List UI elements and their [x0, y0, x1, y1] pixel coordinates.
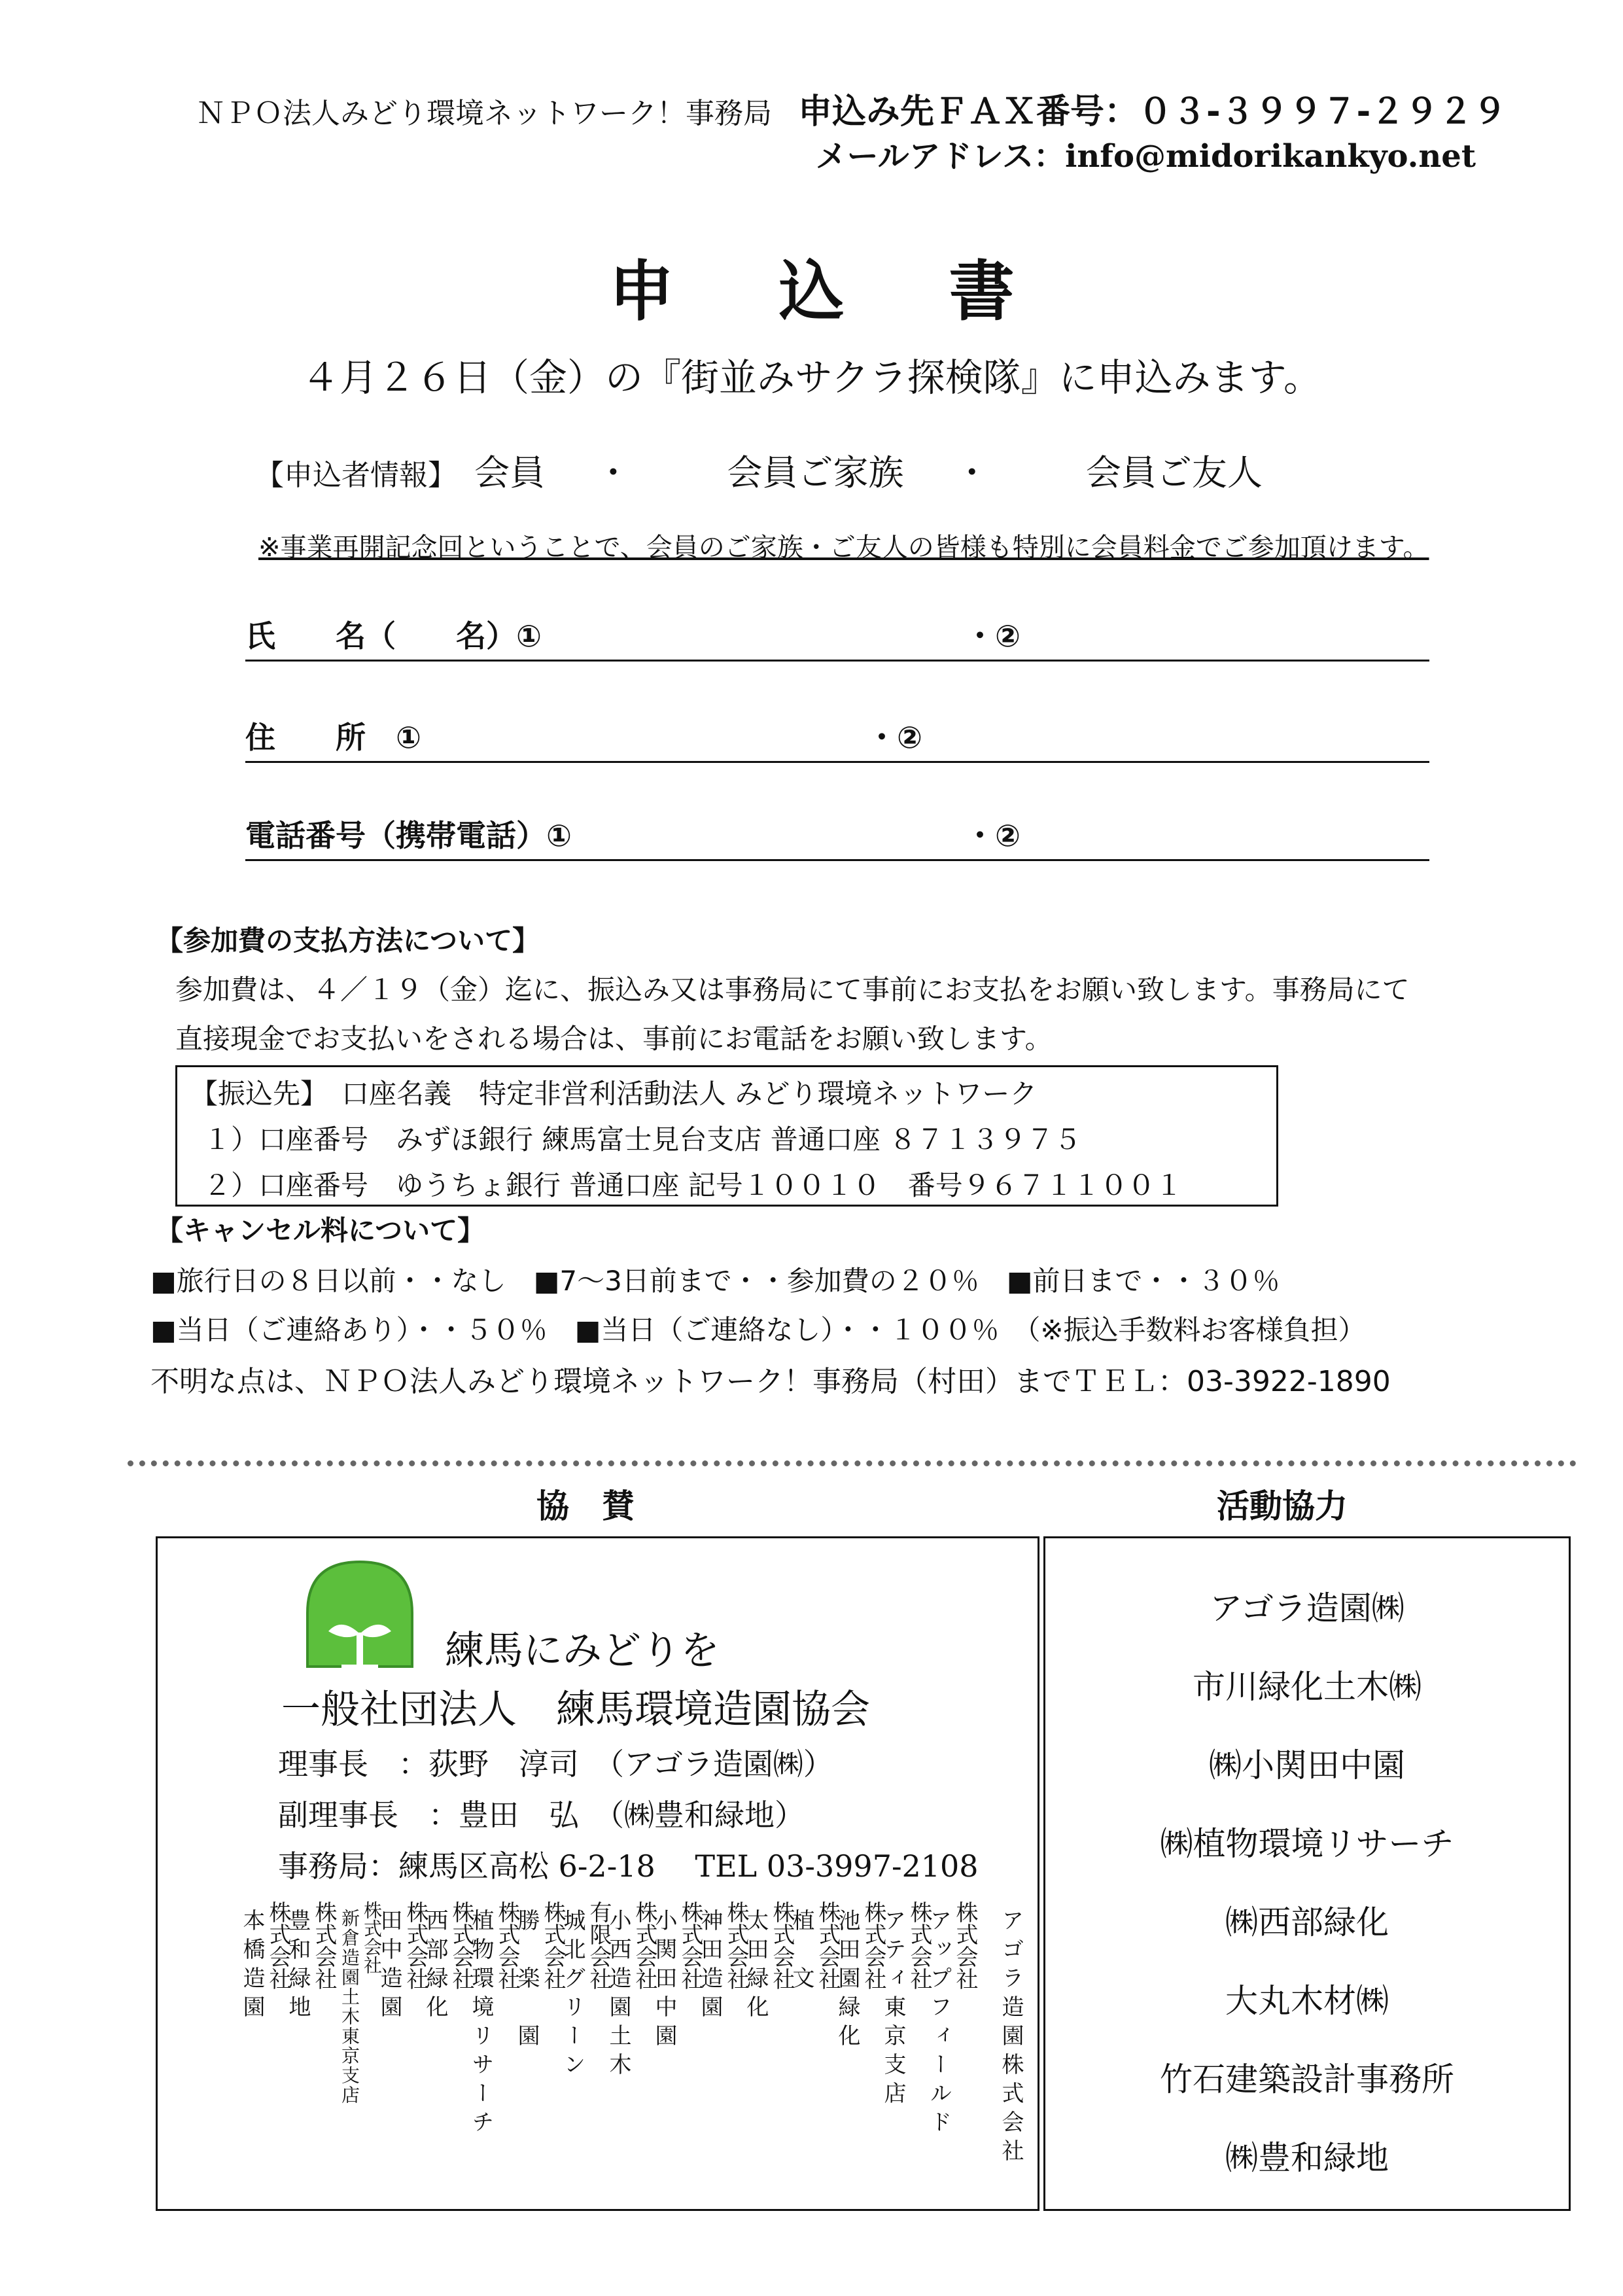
member-company: 株式会社 太田緑化	[742, 1901, 795, 2024]
member-company: 株式会社 田中造園	[376, 1901, 428, 2024]
name-field-label: 氏 名（ 名）①	[245, 618, 542, 654]
payment-heading: 【参加費の支払方法について】	[156, 925, 540, 957]
applicant-info-label: 【申込者情報】	[255, 459, 457, 492]
applicant-type-row	[255, 445, 1302, 495]
member-company: 株式会社 新倉造園土木東京支店	[339, 1901, 383, 2105]
event-subtitle: ４月２６日（金）の『街並みサクラ探検隊』に申込みます。	[301, 355, 1322, 400]
cooperation-item: 市川緑化土木㈱	[1193, 1668, 1422, 1706]
phone-field-label: 電話番号（携帯電話）①	[245, 818, 572, 853]
address-field-second: ・②	[867, 720, 922, 755]
cooperation-item: ㈱豊和緑地	[1225, 2139, 1389, 2177]
bank-account-yucho: ２）口座番号 ゆうちょ銀行 普通口座 記号１００１０ 番号９６７１１００１	[203, 1169, 1183, 1201]
address-field[interactable]	[245, 716, 1429, 763]
member-company: 株式会社 アティ東京支店	[880, 1901, 932, 2110]
cooperation-box	[1043, 1536, 1571, 2211]
cooperation-item: ㈱植物環境リサーチ	[1160, 1825, 1454, 1863]
chairman-line: 理事長 ：荻野 淳司 （アゴラ造園㈱）	[278, 1746, 833, 1782]
association-name: 一般社団法人 練馬環境造園協会	[281, 1687, 870, 1733]
phone-field[interactable]	[245, 815, 1429, 861]
address-field-label: 住 所 ①	[245, 720, 421, 755]
member-companies	[209, 1901, 1024, 2182]
member-company: 株式会社 アップフィールド	[926, 1901, 978, 2139]
member-company: 株式会社 小西造園土木	[605, 1901, 657, 2081]
page-title: 申込書	[608, 253, 1119, 330]
sponsor-heading: 協 賛	[536, 1487, 635, 1525]
header-organization-line	[196, 84, 1507, 133]
separator-dot: ・	[595, 452, 631, 493]
cooperation-item: アゴラ造園㈱	[1210, 1589, 1405, 1627]
cooperation-item: ㈱西部緑化	[1225, 1903, 1389, 1941]
dotted-divider	[128, 1460, 1577, 1466]
office-line: 事務局：練馬区高松 6-2-18 TEL 03-3997-2108	[278, 1848, 979, 1884]
cancel-fee-line-1: ■旅行日の８日以前・・なし ■7～3日前まで・・参加費の２０％ ■前日まで・・３０％	[150, 1265, 1280, 1297]
member-company: 有限会社 城北グリーン	[559, 1901, 612, 2081]
organization-name: ＮＰＯ法人みどり環境ネットワーク！事務局	[196, 97, 772, 130]
phone-field-second: ・②	[965, 818, 1021, 853]
payment-text-1: 参加費は、４／１９（金）迄に、振込み又は事務局にて事前にお支払をお願い致します。事務局にて	[175, 974, 1410, 1006]
option-member[interactable]: 会員	[474, 452, 546, 493]
bank-account-mizuho: １）口座番号 みずほ銀行 練馬富士見台支店 普通口座 ８７１３９７５	[203, 1123, 1082, 1156]
cooperation-item: 大丸木材㈱	[1225, 1982, 1389, 2020]
option-member-friend[interactable]: 会員ご友人	[1085, 452, 1263, 493]
member-company: 株式会社 神田造園	[697, 1901, 749, 2024]
association-slogan: 練馬にみどりを	[445, 1628, 720, 1674]
cooperation-item: ㈱小関田中園	[1209, 1746, 1405, 1784]
vice-chairman-line: 副理事長 ：豊田 弘 （㈱豊和緑地）	[278, 1797, 805, 1833]
contact-line: 不明な点は、ＮＰＯ法人みどり環境ネットワーク！事務局（村田）までＴＥＬ：03-3922-1890	[150, 1365, 1391, 1398]
member-company: 株式会社 豊和緑地	[285, 1901, 337, 2024]
cooperation-heading: 活動協力	[1217, 1487, 1348, 1525]
member-company: 株式会社 本橋造園	[239, 1901, 291, 2024]
option-member-family[interactable]: 会員ご家族	[727, 452, 904, 493]
separator-dot: ・	[954, 452, 990, 493]
member-company: アゴラ造園株式会社	[998, 1909, 1024, 2168]
member-company: 株式会社 小関田中園	[651, 1901, 703, 2053]
bank-info-box	[175, 1065, 1278, 1207]
cancel-fee-line-2: ■当日（ご連絡あり）・・５０％ ■当日（ご連絡なし）・・１００％ （※振込手数料お客様負担）	[150, 1314, 1366, 1346]
member-company: 株式会社 植物環境リサーチ	[468, 1901, 520, 2139]
member-company: 株式会社 勝 楽 園	[514, 1901, 566, 2053]
fax-number: 申込み先ＦＡＸ番号：０３-３９９７-２９２９	[798, 92, 1507, 132]
member-company: 株式会社 池田園緑化	[834, 1901, 886, 2053]
cooperation-item: 竹石建築設計事務所	[1160, 2060, 1454, 2098]
bank-account-holder: 【振込先】 口座名義 特定非営利活動法人 みどり環境ネットワーク	[190, 1078, 1038, 1110]
name-field[interactable]	[245, 615, 1429, 662]
special-rate-note: ※事業再開記念回ということで、会員のご家族・ご友人の皆様も特別に会員料金でご参加頂けます。	[258, 533, 1429, 563]
cancel-heading: 【キャンセル料について】	[156, 1214, 485, 1246]
payment-text-2: 直接現金でお支払いをされる場合は、事前にお電話をお願い致します。	[175, 1023, 1053, 1055]
member-company: 株式会社 西部緑化	[422, 1901, 474, 2024]
member-company: 株式会社 植 文	[788, 1901, 841, 1995]
email-address: メールアドレス：info@midorikankyo.net	[815, 138, 1476, 175]
name-field-second: ・②	[965, 618, 1021, 654]
association-logo-icon	[294, 1554, 425, 1674]
